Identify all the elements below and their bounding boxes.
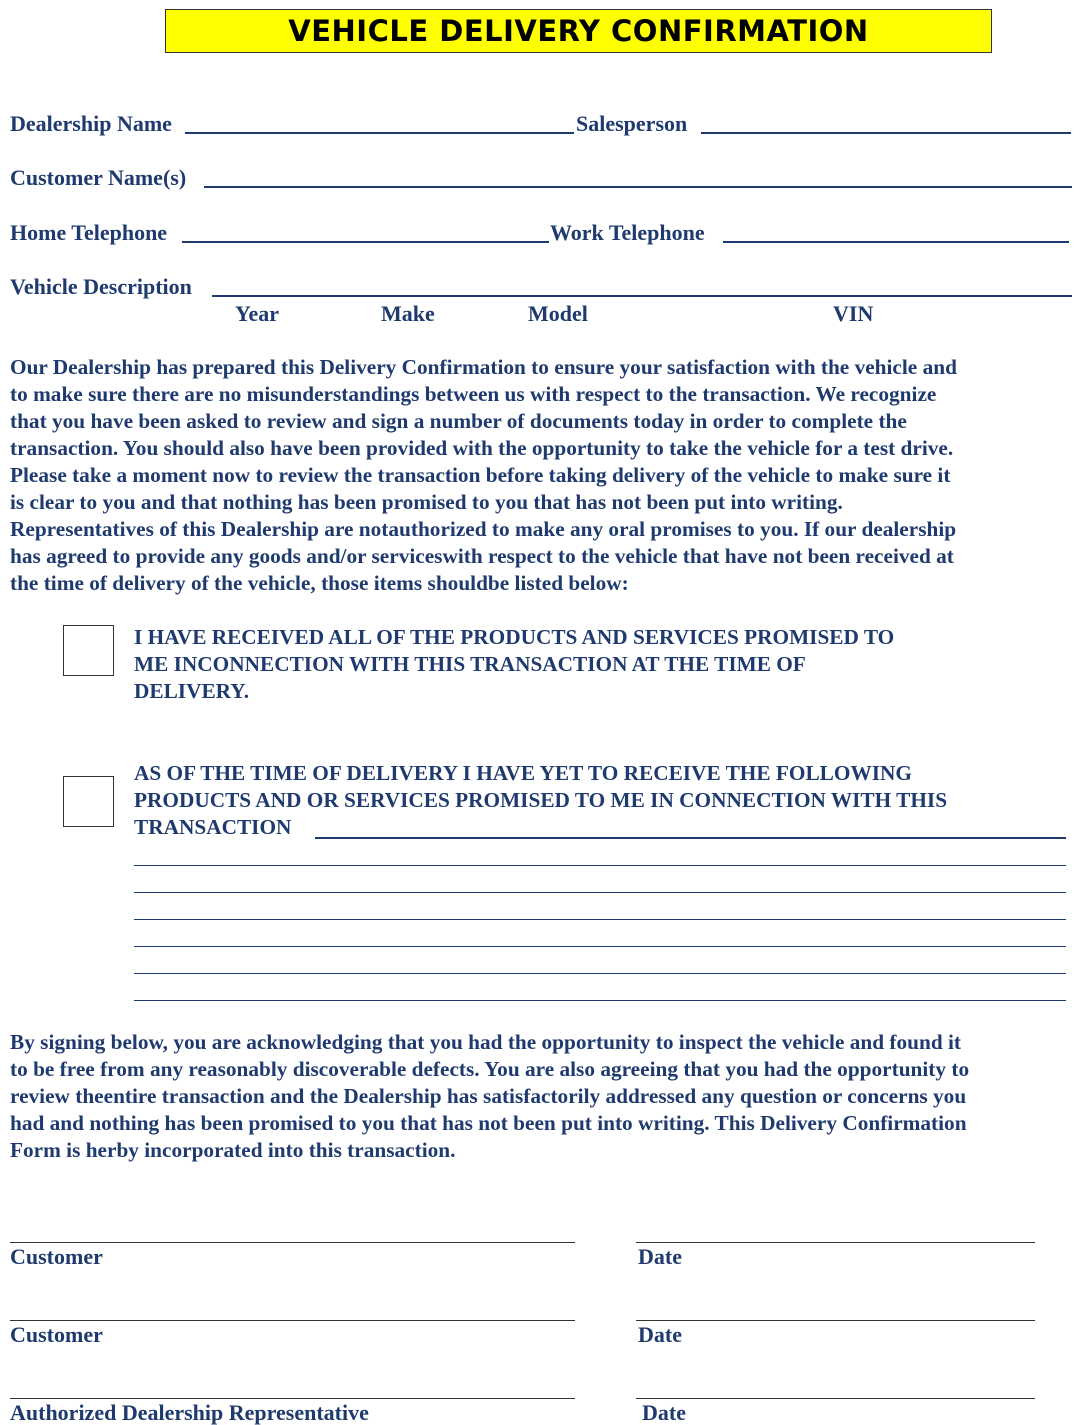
closing-line: review theentire transaction and the Dealership has satisfactorily addressed any question or concerns you [10,1084,967,1108]
received-all-checkbox[interactable] [63,625,114,676]
option-line: DELIVERY. [134,679,250,703]
vehicle-year-label: Year [235,301,279,326]
signature-label-representative: Authorized Dealership Representative [10,1400,369,1425]
signature-label-customer: Customer [10,1322,103,1347]
pending-items-line[interactable] [134,973,1066,974]
intro-line: the time of delivery of the vehicle, those items shouldbe listed below: [10,571,629,595]
option-line: AS OF THE TIME OF DELIVERY I HAVE YET TO RECEIVE THE FOLLOWING [134,761,912,785]
intro-line: is clear to you and that nothing has been promised to you that has not been put into writing. [10,490,843,514]
intro-line: Representatives of this Dealership are notauthorized to make any oral promises to you. If our dealership [10,517,957,541]
received-all-statement [134,624,894,705]
representative-signature-line[interactable] [10,1398,575,1399]
work-telephone-label: Work Telephone [550,220,705,245]
option-line: TRANSACTION [134,815,292,839]
signature-label-date: Date [642,1400,686,1425]
closing-paragraph [10,1029,969,1164]
dealership-name-field[interactable] [185,132,574,134]
customer-names-label: Customer Name(s) [10,165,187,190]
closing-line: By signing below, you are acknowledging that you had the opportunity to inspect the vehicle and found it [10,1030,962,1054]
pending-items-line[interactable] [315,837,1066,839]
intro-paragraph [10,354,957,597]
option-line: I HAVE RECEIVED ALL OF THE PRODUCTS AND SERVICES PROMISED TO [134,625,895,649]
date-signature-line[interactable] [636,1398,1035,1399]
title-banner [165,9,992,53]
form-title: VEHICLE DELIVERY CONFIRMATION [288,14,869,48]
yet-to-receive-statement [134,760,947,841]
intro-line: Please take a moment now to review the transaction before taking delivery of the vehicle to make sure it [10,463,951,487]
signature-label-date: Date [638,1322,682,1347]
vehicle-description-field[interactable] [212,295,1072,297]
customer-signature-line[interactable] [10,1320,575,1321]
date-signature-line[interactable] [636,1320,1035,1321]
customer-names-field[interactable] [204,186,1072,188]
vehicle-make-label: Make [381,301,435,326]
pending-items-line[interactable] [134,946,1066,947]
pending-items-line[interactable] [134,919,1066,920]
option-line: ME INCONNECTION WITH THIS TRANSACTION AT THE TIME OF [134,652,806,676]
customer-signature-line[interactable] [10,1242,575,1243]
yet-to-receive-checkbox[interactable] [63,776,114,827]
home-telephone-label: Home Telephone [10,220,168,245]
vehicle-description-label: Vehicle Description [10,274,192,299]
salesperson-label: Salesperson [576,111,688,136]
closing-line: had and nothing has been promised to you that has not been put into writing. This Delivery Confirmation [10,1111,967,1135]
intro-line: transaction. You should also have been provided with the opportunity to take the vehicle for a test drive. [10,436,954,460]
salesperson-field[interactable] [701,132,1071,134]
pending-items-line[interactable] [134,865,1066,866]
vehicle-vin-label: VIN [833,301,874,326]
date-signature-line[interactable] [636,1242,1035,1243]
intro-line: has agreed to provide any goods and/or serviceswith respect to the vehicle that have not been received at [10,544,954,568]
pending-items-line[interactable] [134,1000,1066,1001]
home-telephone-field[interactable] [182,241,549,243]
vehicle-model-label: Model [528,301,588,326]
closing-line: Form is herby incorporated into this transaction. [10,1138,456,1162]
work-telephone-field[interactable] [723,241,1069,243]
closing-line: to be free from any reasonably discoverable defects. You are also agreeing that you had the opportunity to [10,1057,970,1081]
intro-line: Our Dealership has prepared this Delivery Confirmation to ensure your satisfaction with the vehicle and [10,355,957,379]
signature-label-date: Date [638,1244,682,1269]
dealership-name-label: Dealership Name [10,111,172,136]
intro-line: that you have been asked to review and sign a number of documents today in order to complete the [10,409,907,433]
option-line: PRODUCTS AND OR SERVICES PROMISED TO ME IN CONNECTION WITH THIS [134,788,948,812]
pending-items-line[interactable] [134,892,1066,893]
signature-label-customer: Customer [10,1244,103,1269]
intro-line: to make sure there are no misunderstandings between us with respect to the transaction. We recognize [10,382,937,406]
